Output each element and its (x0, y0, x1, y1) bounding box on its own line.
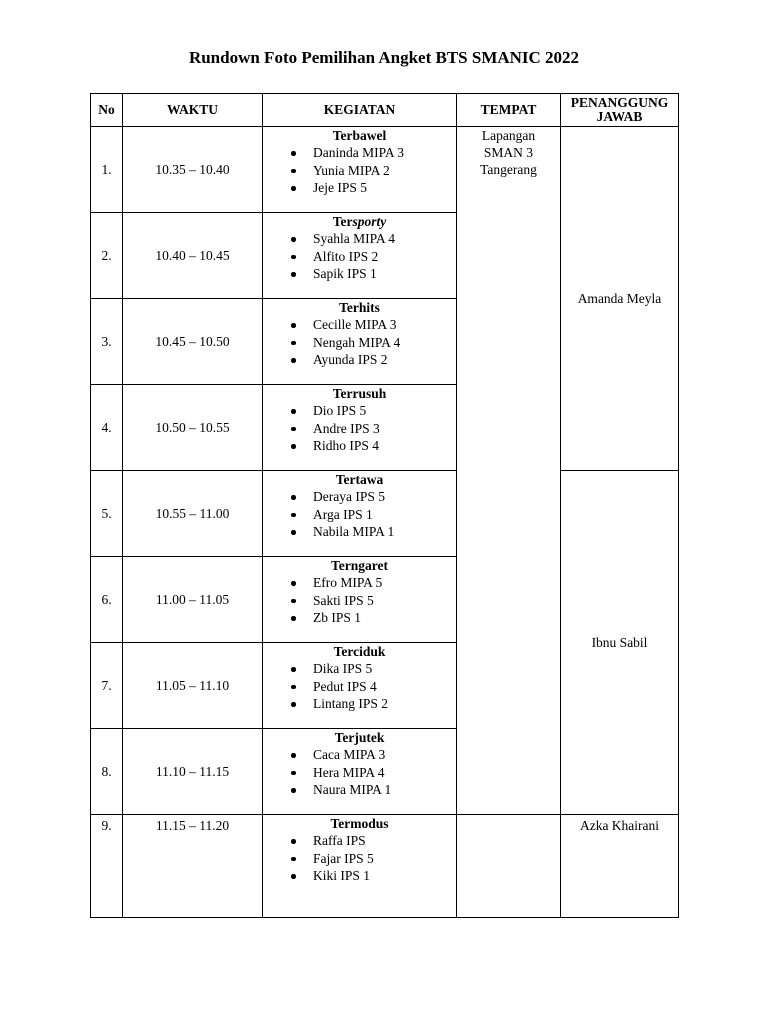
participant-list (263, 660, 456, 713)
row-activity (263, 299, 457, 385)
activity-title: Termodus (330, 816, 389, 831)
row-activity (263, 643, 457, 729)
row-number: 3. (91, 299, 123, 385)
header-pj-line2: JAWAB (596, 109, 643, 124)
location-cell-empty (457, 815, 561, 918)
header-kegiatan: KEGIATAN (263, 94, 457, 127)
pic-cell: Ibnu Sabil (561, 471, 679, 815)
row-time: 10.35 – 10.40 (123, 127, 263, 213)
participant-list (263, 488, 456, 541)
header-pj-line1: PENANGGUNG (570, 95, 669, 110)
participant-item: Sakti IPS 5 (263, 592, 456, 610)
participant-item: Andre IPS 3 (263, 420, 456, 438)
participant-item: Dio IPS 5 (263, 402, 456, 420)
row-activity (263, 557, 457, 643)
participant-list (263, 144, 456, 197)
pic-cell: Azka Khairani (561, 815, 679, 918)
header-tempat: TEMPAT (457, 94, 561, 127)
table-row (91, 127, 679, 213)
header-no: No (91, 94, 123, 127)
participant-item: Alfito IPS 2 (263, 248, 456, 266)
row-time: 11.10 – 11.15 (123, 729, 263, 815)
participant-list (263, 746, 456, 799)
participant-item: Sapik IPS 1 (263, 265, 456, 283)
participant-item: Ridho IPS 4 (263, 437, 456, 455)
pic-cell: Amanda Meyla (561, 127, 679, 471)
row-number: 5. (91, 471, 123, 557)
activity-title: Terhits (339, 300, 380, 315)
participant-item: Jeje IPS 5 (263, 179, 456, 197)
participant-item: Daninda MIPA 3 (263, 144, 456, 162)
page-title: Rundown Foto Pemilihan Angket BTS SMANIC 2022 (188, 48, 580, 67)
participant-item: Lintang IPS 2 (263, 695, 456, 713)
location-line: Tangerang (480, 162, 537, 177)
row-time: 11.15 – 11.20 (123, 815, 263, 918)
participant-item: Naura MIPA 1 (263, 781, 456, 799)
participant-item: Caca MIPA 3 (263, 746, 456, 764)
participant-item: Raffa IPS (263, 832, 456, 850)
activity-title-italic: sporty (352, 214, 387, 229)
participant-list (263, 402, 456, 455)
row-time: 11.00 – 11.05 (123, 557, 263, 643)
activity-title (263, 213, 456, 230)
participant-item: Yunia MIPA 2 (263, 162, 456, 180)
row-time: 10.55 – 11.00 (123, 471, 263, 557)
row-time: 10.45 – 10.50 (123, 299, 263, 385)
table-row (91, 471, 679, 557)
row-number: 7. (91, 643, 123, 729)
participant-item: Efro MIPA 5 (263, 574, 456, 592)
participant-item: Arga IPS 1 (263, 506, 456, 524)
row-number: 9. (91, 815, 123, 918)
row-activity (263, 471, 457, 557)
activity-title: Terjutek (334, 730, 385, 745)
participant-item: Cecille MIPA 3 (263, 316, 456, 334)
location-line: SMAN 3 (483, 145, 534, 160)
header-waktu: WAKTU (123, 94, 263, 127)
row-activity (263, 385, 457, 471)
participant-item: Syahla MIPA 4 (263, 230, 456, 248)
activity-title: Terciduk (333, 644, 386, 659)
rundown-table (90, 93, 679, 918)
row-time: 10.40 – 10.45 (123, 213, 263, 299)
row-number: 8. (91, 729, 123, 815)
activity-title-prefix: Ter (332, 214, 353, 229)
location-cell (457, 127, 561, 815)
participant-list (263, 574, 456, 627)
participant-list (263, 230, 456, 283)
participant-item: Deraya IPS 5 (263, 488, 456, 506)
participant-item: Fajar IPS 5 (263, 850, 456, 868)
participant-item: Nabila MIPA 1 (263, 523, 456, 541)
row-activity (263, 729, 457, 815)
row-number: 2. (91, 213, 123, 299)
row-activity (263, 815, 457, 918)
row-number: 4. (91, 385, 123, 471)
activity-title: Terngaret (331, 558, 388, 573)
row-time: 10.50 – 10.55 (123, 385, 263, 471)
participant-item: Zb IPS 1 (263, 609, 456, 627)
participant-list (263, 832, 456, 885)
participant-list (263, 316, 456, 369)
table-header-row (91, 94, 679, 127)
row-number: 1. (91, 127, 123, 213)
table-row (91, 815, 679, 918)
row-number: 6. (91, 557, 123, 643)
location-line: Lapangan (481, 128, 536, 143)
row-time: 11.05 – 11.10 (123, 643, 263, 729)
activity-title: Terbawel (332, 128, 387, 143)
participant-item: Kiki IPS 1 (263, 867, 456, 885)
activity-title: Tertawa (335, 472, 384, 487)
participant-item: Ayunda IPS 2 (263, 351, 456, 369)
participant-item: Pedut IPS 4 (263, 678, 456, 696)
row-activity (263, 213, 457, 299)
row-activity (263, 127, 457, 213)
participant-item: Hera MIPA 4 (263, 764, 456, 782)
participant-item: Nengah MIPA 4 (263, 334, 456, 352)
activity-title: Terrusuh (332, 386, 387, 401)
participant-item: Dika IPS 5 (263, 660, 456, 678)
header-penanggung-jawab (561, 94, 679, 127)
